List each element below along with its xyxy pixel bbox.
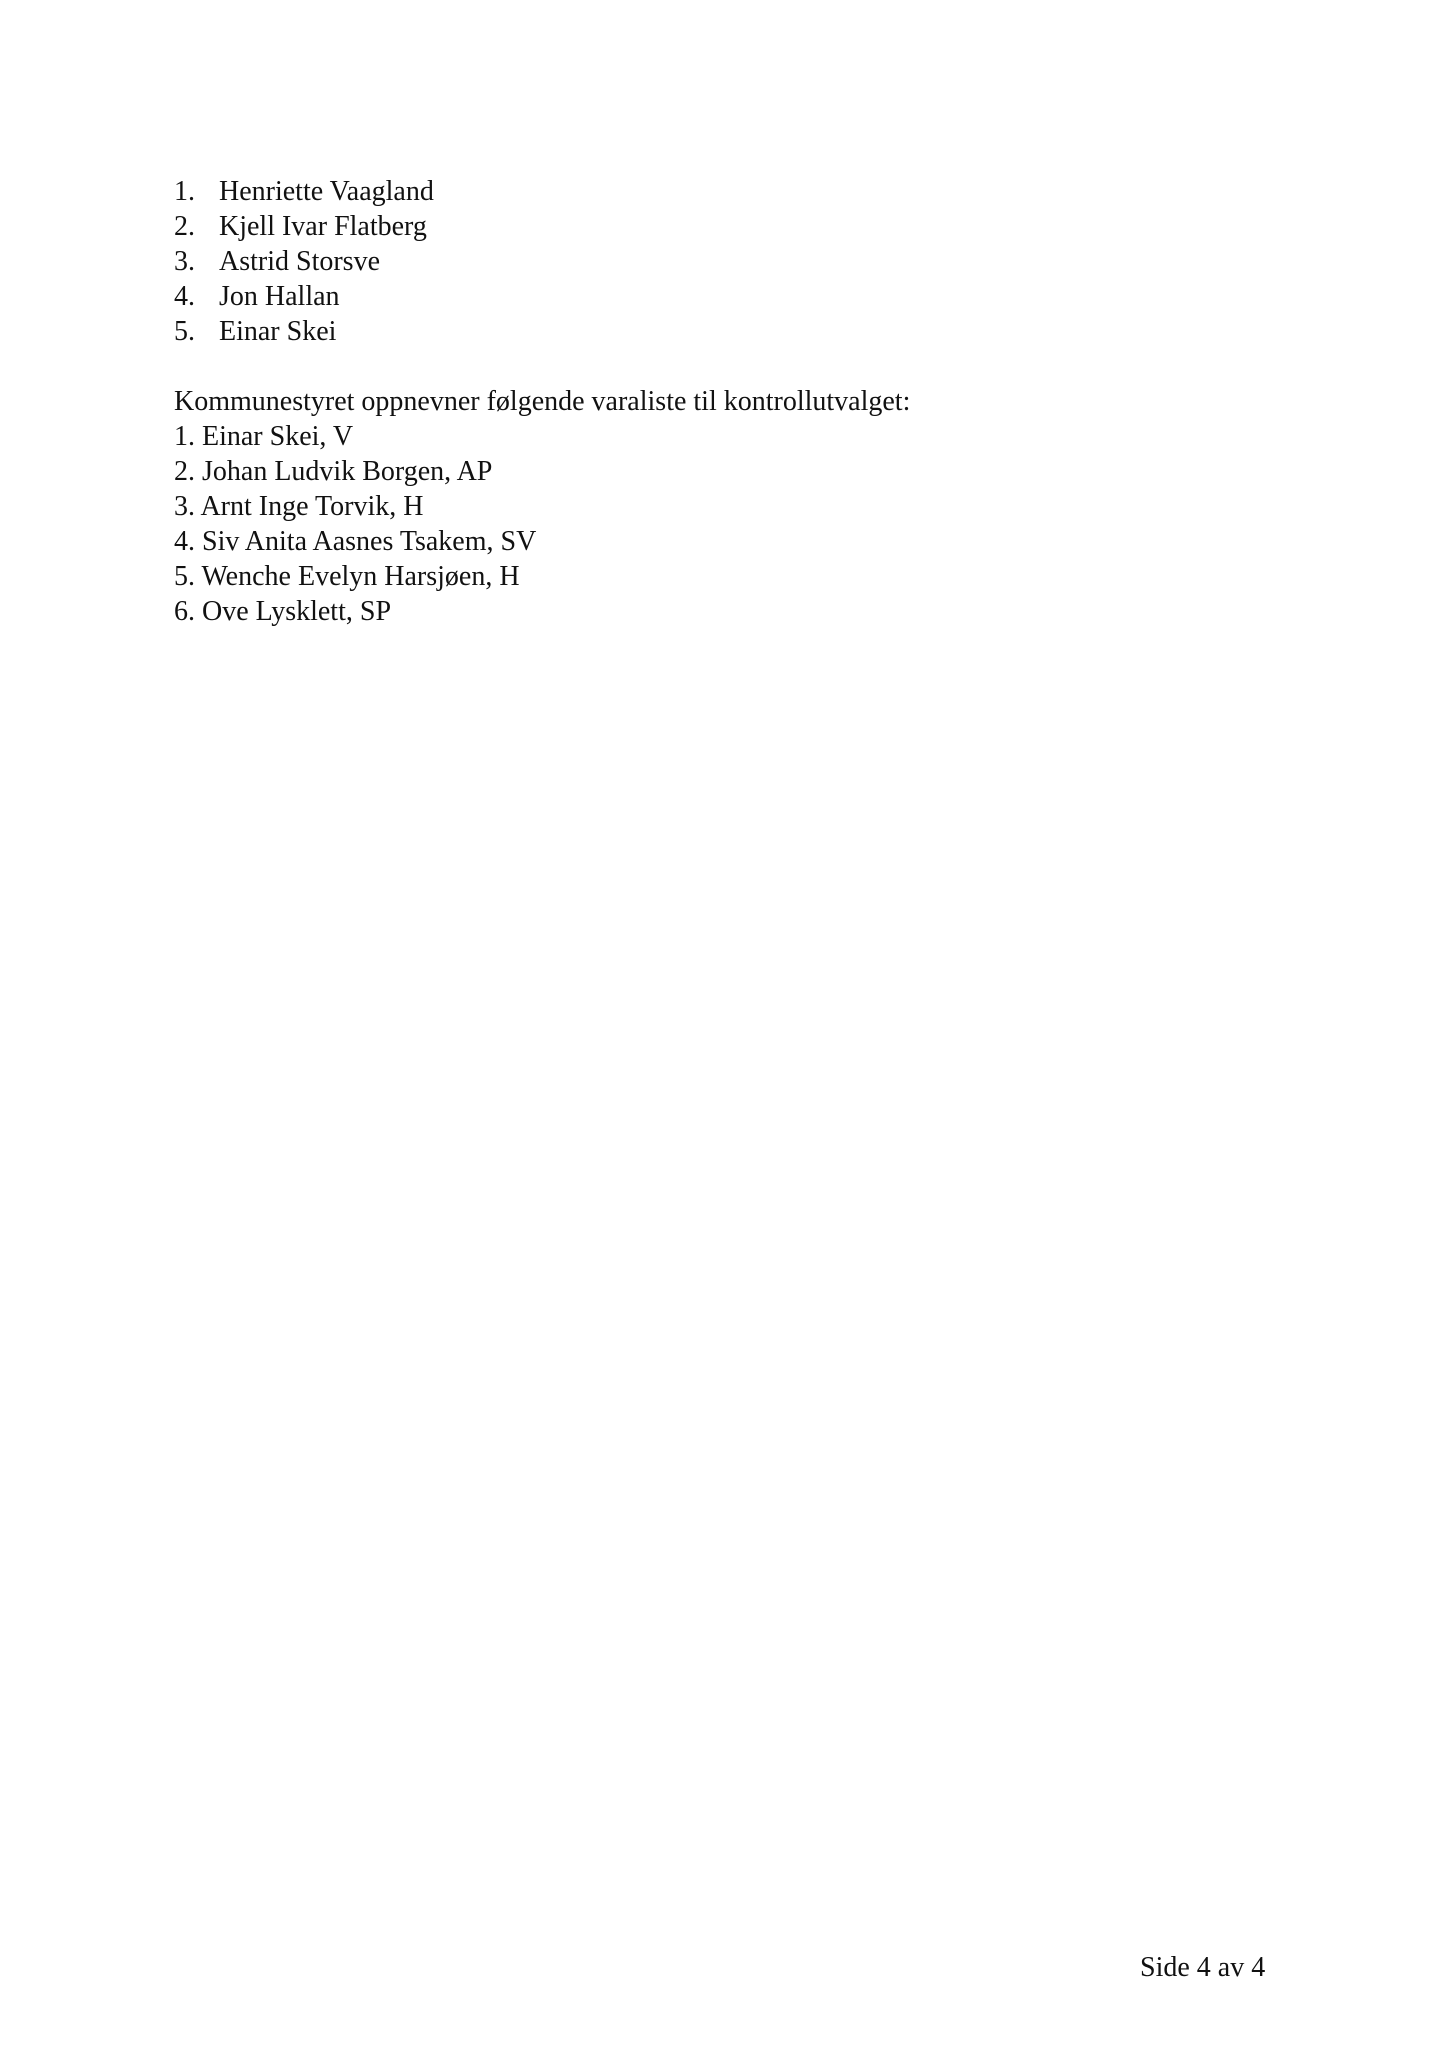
member-name: Einar Skei xyxy=(219,316,337,347)
list-item: 4. Siv Anita Aasnes Tsakem, SV xyxy=(174,526,537,557)
list-item xyxy=(174,314,1274,349)
list-number: 2. xyxy=(174,211,195,242)
page-number: Side 4 av 4 xyxy=(1140,1952,1266,1983)
member-name: Jon Hallan xyxy=(219,281,340,312)
list-item xyxy=(174,244,1274,279)
varaliste-intro: Kommunestyret oppnevner følgende varaliste til kontrollutvalget: xyxy=(174,386,911,417)
list-item: 1. Einar Skei, V xyxy=(174,421,354,452)
list-item xyxy=(174,174,1274,209)
list-number: 4. xyxy=(174,281,195,312)
paragraph-spacer xyxy=(174,349,1274,384)
list-item: 5. Wenche Evelyn Harsjøen, H xyxy=(174,561,520,592)
member-name: Astrid Storsve xyxy=(219,246,380,277)
list-item xyxy=(174,279,1274,314)
body-text xyxy=(174,174,1274,629)
list-item: 3. Arnt Inge Torvik, H xyxy=(174,491,424,522)
list-number: 5. xyxy=(174,316,195,347)
list-number: 1. xyxy=(174,176,195,207)
member-name: Kjell Ivar Flatberg xyxy=(219,211,427,242)
list-item: 6. Ove Lysklett, SP xyxy=(174,596,392,627)
list-item xyxy=(174,209,1274,244)
list-item: 2. Johan Ludvik Borgen, AP xyxy=(174,456,493,487)
member-name: Henriette Vaagland xyxy=(219,176,434,207)
list-number: 3. xyxy=(174,246,195,277)
varaliste-list xyxy=(174,419,1274,629)
member-list xyxy=(174,174,1274,349)
